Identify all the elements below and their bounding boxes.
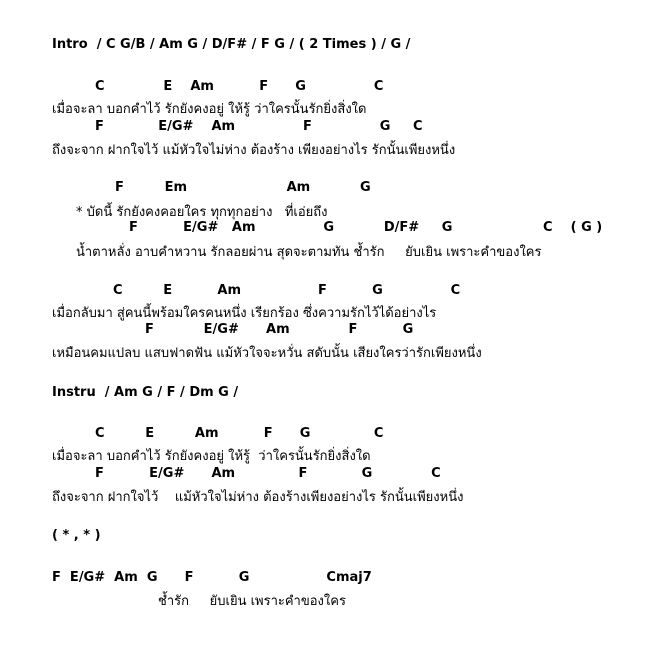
- verse2-lyric-2: เหมือนคมแปลบ แสบฟาดฟัน แม้หัวใจจะหวั่น สดับนั้น เสียงใครว่ารักเพียงหนึ่ง: [52, 346, 482, 361]
- verse1-chords-1: C E Am F G C: [95, 79, 384, 94]
- instru-line: Instru / Am G / F / Dm G /: [52, 385, 239, 400]
- verse1-chords-2: F E/G# Am F G C: [95, 119, 423, 134]
- repeat-marker: ( * , * ): [52, 528, 101, 543]
- verse1-lyric-1: เมื่อจะลา บอกคำไว้ รักยังคงอยู่ ให้รู้ ว่าใครนั้นรักยิ่งสิ่งใด: [52, 102, 367, 117]
- verse3-lyric-1: เมื่อจะลา บอกคำไว้ รักยังคงอยู่ ให้รู้ ว่าใครนั้นรักยิ่งสิ่งใด: [52, 449, 371, 464]
- verse2-chords-1: C E Am F G C: [113, 283, 461, 298]
- verse3-chords-1: C E Am F G C: [95, 426, 384, 441]
- verse2-chords-2: F E/G# Am F G: [145, 322, 414, 337]
- ending-chords: F E/G# Am G F G Cmaj7: [52, 570, 372, 585]
- verse1-lyric-2: ถึงจะจาก ฝากใจไว้ แม้หัวใจไม่ห่าง ต้องร้าง เพียงอย่างไร รักนั้นเพียงหนึ่ง: [52, 143, 456, 158]
- chorus-lyric-2: น้ำตาหลั่ง อาบคำหวาน รักลอยผ่าน สุดจะตามทัน ช้ำรัก ยับเยิน เพราะคำของใคร: [76, 245, 542, 260]
- ending-lyric: ช้ำรัก ยับเยิน เพราะคำของใคร: [158, 594, 346, 609]
- verse2-lyric-1: เมื่อกลับมา สู่คนนี้พร้อมใครคนหนึ่ง เรียกร้อง ซึ่งความรักไว้ได้อย่างไร: [52, 306, 437, 321]
- chorus-lyric-1: * บัดนี้ รักยังคงคอยใคร ทุกทุกอย่าง ที่เอ่ยถึง: [76, 205, 328, 220]
- chorus-chords-1: F Em Am G: [115, 180, 371, 195]
- verse3-chords-2: F E/G# Am F G C: [95, 466, 441, 481]
- verse3-lyric-2: ถึงจะจาก ฝากใจไว้ แม้หัวใจไม่ห่าง ต้องร้างเพียงอย่างไร รักนั้นเพียงหนึ่ง: [52, 490, 464, 505]
- chorus-chords-2: F E/G# Am G D/F# G C ( G ): [129, 220, 603, 235]
- intro-line: Intro / C G/B / Am G / D/F# / F G / ( 2 Times ) / G /: [52, 37, 411, 52]
